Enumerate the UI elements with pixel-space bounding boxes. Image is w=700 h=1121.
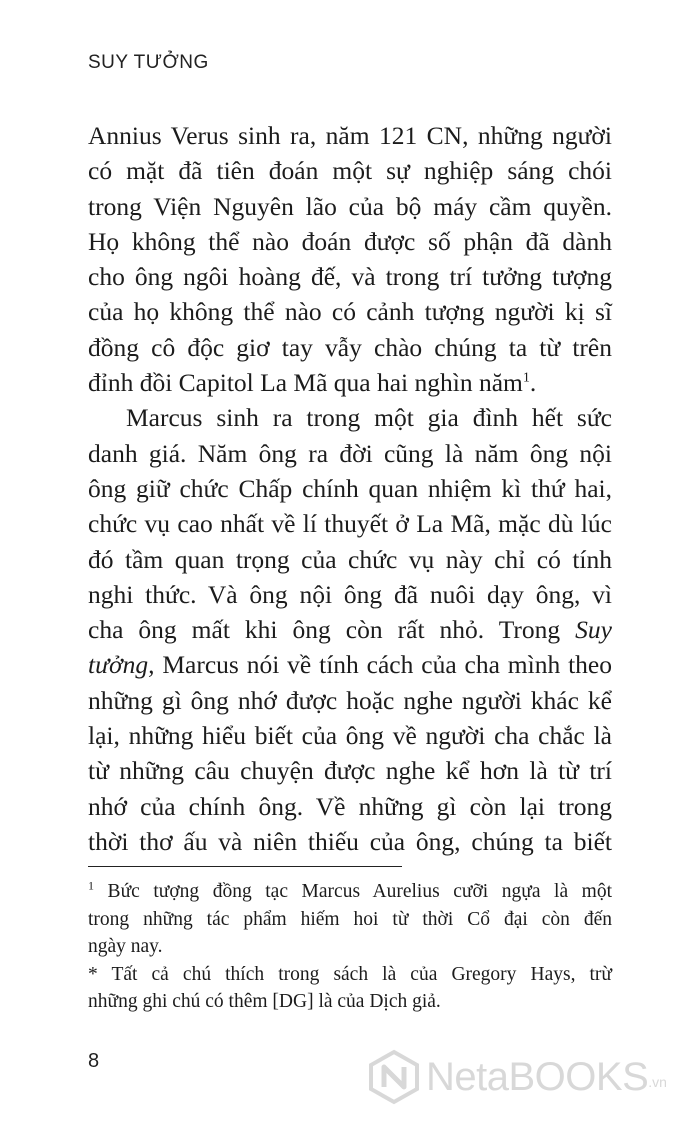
footnotes (88, 878, 612, 1016)
body-line: từ những câu chuyện được nghe kể hơn là từ trí (88, 756, 612, 786)
body-line: của họ không thể nào có cảnh tượng người kị sĩ (88, 297, 612, 327)
book-title-italic: Suy (575, 615, 612, 645)
footnote-divider (88, 866, 402, 867)
footnote-line (88, 878, 612, 906)
running-header: SUY TƯỞNG (88, 52, 209, 73)
body-line: chức vụ cao nhất về lí thuyết ở La Mã, mặc dù lúc (88, 509, 612, 539)
footnote-line: trong những tác phẩm hiếm hoi từ thời Cổ đại còn đến (88, 908, 612, 930)
body-line-text: Marcus nói về tính cách của cha mình theo (154, 650, 612, 680)
watermark (366, 1046, 696, 1108)
watermark-tld: .vn (648, 1074, 667, 1090)
footnote-line: những ghi chú có thêm [DG] là của Dịch giả. (88, 991, 441, 1012)
body-line: trong Viện Nguyên lão của bộ máy cầm quyền. (88, 191, 612, 221)
footnote-reference[interactable]: 1 (522, 370, 530, 386)
watermark-brand: NetaBOOKS (426, 1054, 649, 1099)
body-line: những gì ông nhớ được hoặc nghe người khác kể (88, 685, 612, 715)
body-line: thời thơ ấu và niên thiếu của ông, chúng ta biết (88, 826, 612, 856)
book-title-italic: tưởng, (88, 650, 155, 680)
body-line: đó tầm quan trọng của chức vụ này chỉ có tính (88, 544, 612, 574)
body-line-text: cha ông mất khi ông còn rất nhỏ. Trong (88, 615, 576, 645)
footnote-marker: 1 (88, 878, 94, 893)
body-line: nghi thức. Và ông nội ông đã nuôi dạy ông, vì (88, 579, 612, 609)
body-text (88, 118, 612, 859)
body-line: đồng cô độc giơ tay vẫy chào chúng ta từ trên (88, 332, 612, 362)
body-line: Marcus sinh ra trong một gia đình hết sức (126, 403, 612, 433)
body-line: nhớ của chính ông. Về những gì còn lại trong (88, 791, 612, 821)
body-line: cho ông ngôi hoàng đế, và trong trí tưởng tượng (88, 262, 612, 292)
body-line: Annius Verus sinh ra, năm 121 CN, những người (88, 121, 612, 150)
page-number: 8 (88, 1050, 100, 1072)
footnote-line: ngày nay. (88, 936, 163, 957)
body-line: Họ không thể nào đoán được số phận đã dành (88, 226, 612, 256)
footnote-text: Bức tượng đồng tạc Marcus Aurelius cưỡi ngựa là một (94, 881, 612, 902)
body-line: lại, những hiểu biết của ông về người cha chắc là (88, 721, 612, 751)
body-line: có mặt đã tiên đoán một sự nghiệp sáng chói (88, 156, 612, 186)
body-line-text: đỉnh đồi Capitol La Mã qua hai nghìn năm (88, 368, 523, 398)
body-line: ông giữ chức Chấp chính quan nhiệm kì thứ hai, (88, 473, 612, 503)
body-line (88, 612, 612, 647)
body-line (88, 365, 612, 400)
body-line (88, 647, 612, 682)
body-line: danh giá. Năm ông ra đời cũng là năm ông nội (88, 438, 612, 468)
period: . (529, 368, 537, 398)
netabooks-logo-icon (366, 1049, 422, 1105)
footnote-line: * Tất cả chú thích trong sách là của Gregory Hays, trừ (88, 963, 612, 985)
